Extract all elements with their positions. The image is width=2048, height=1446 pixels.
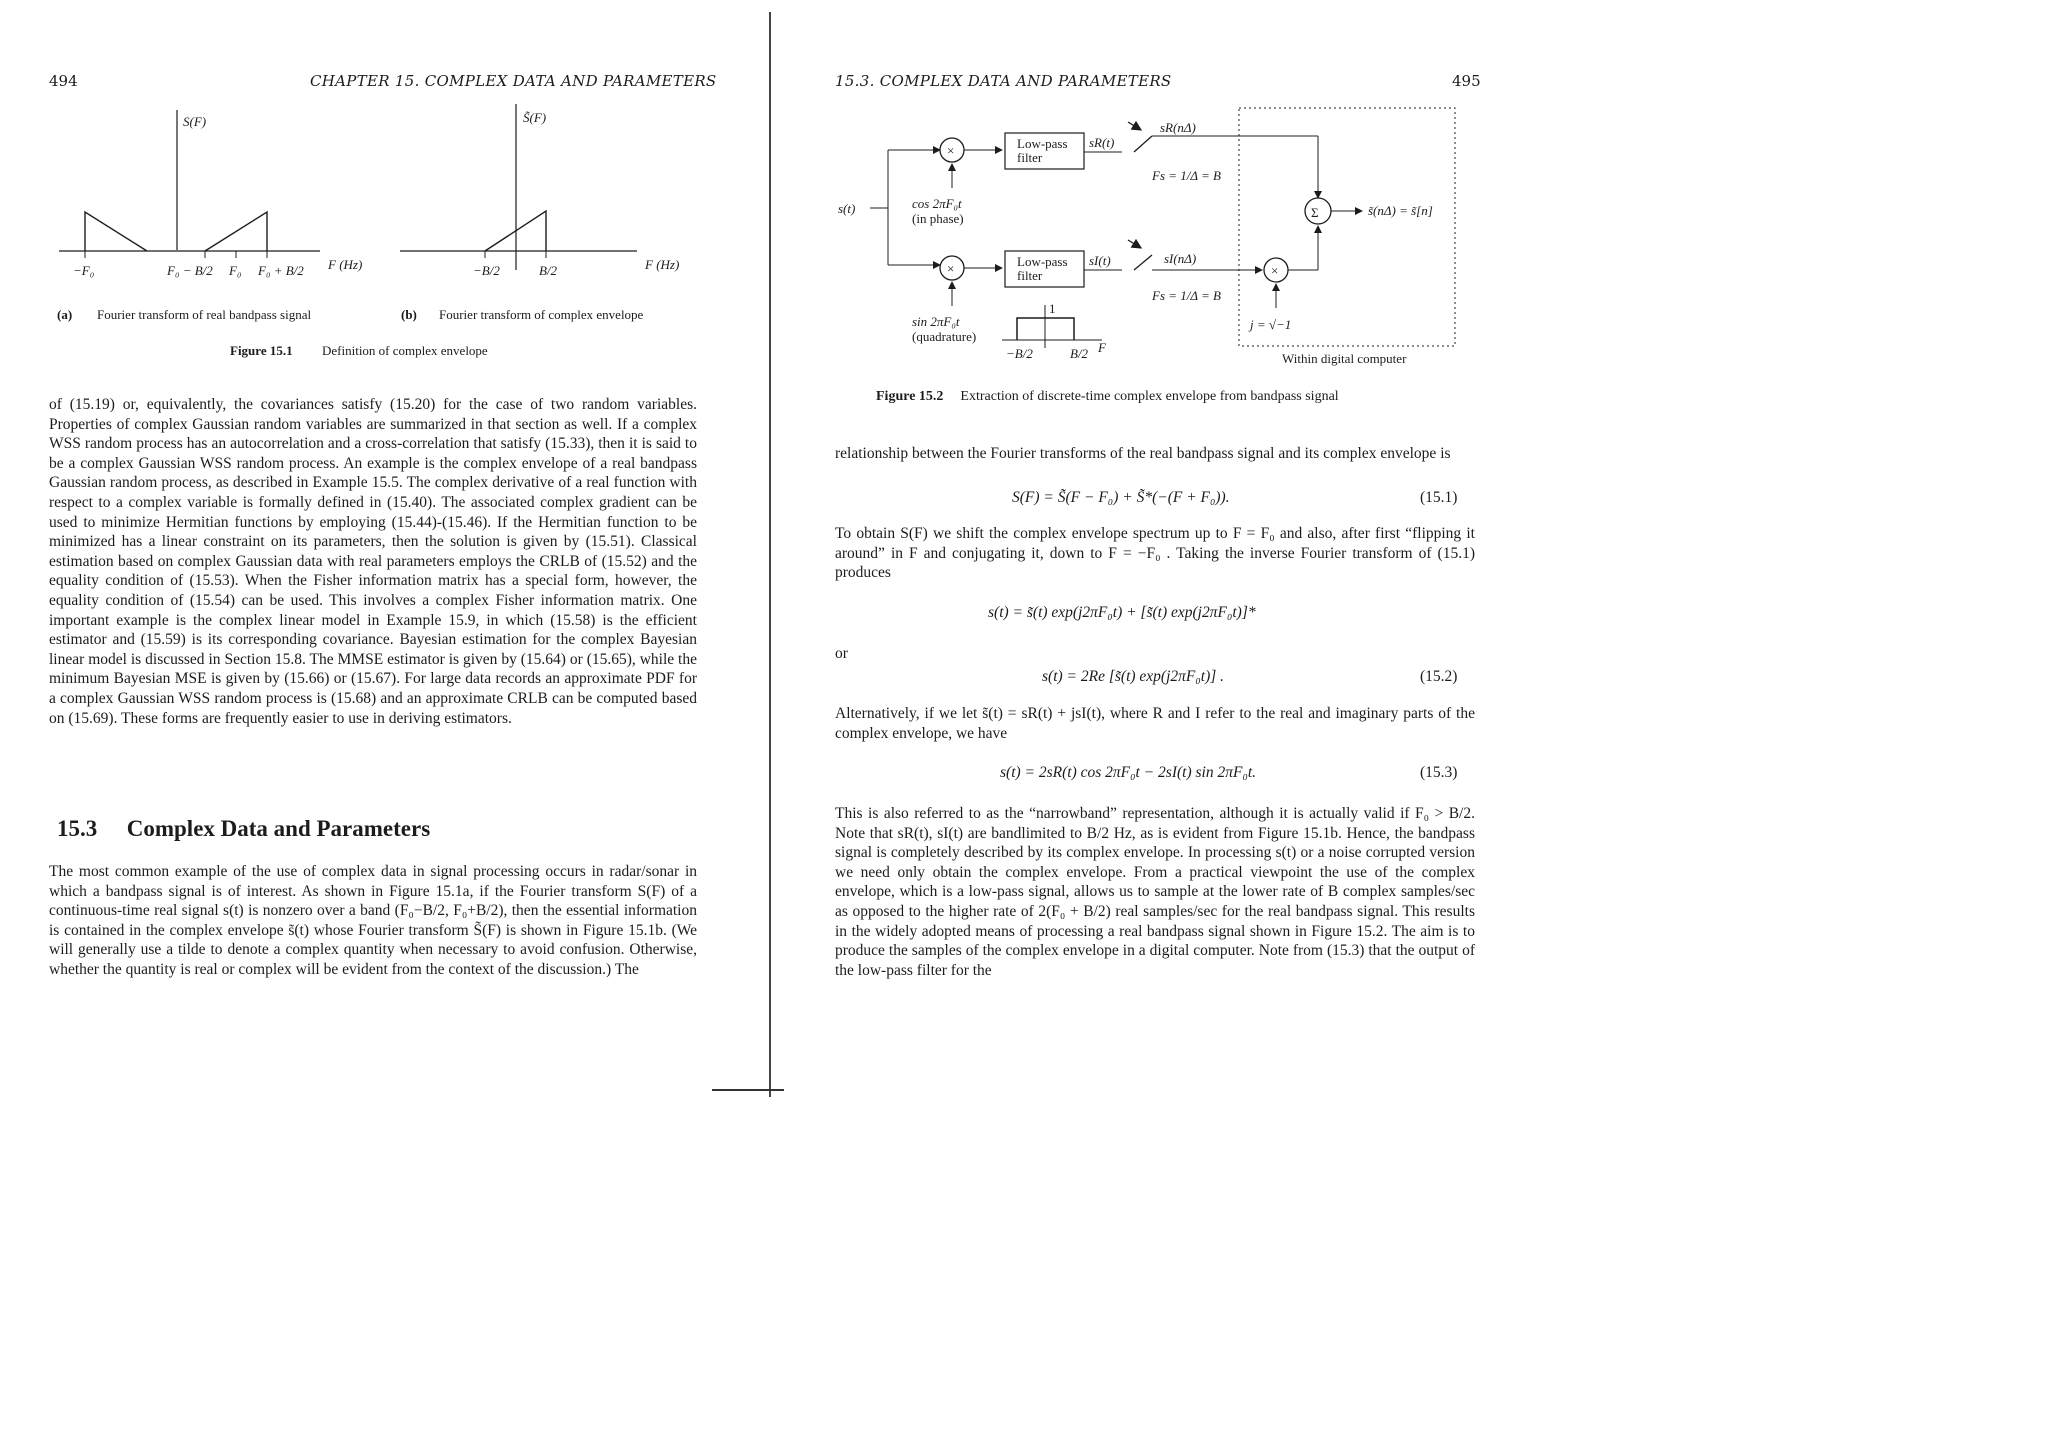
section-number: 15.3	[57, 816, 98, 841]
plot-b-caption-tag: (b)	[401, 307, 417, 322]
plot-a-xunit: F (Hz)	[328, 257, 363, 272]
plot-a-ylabel: S(F)	[183, 114, 207, 129]
mixer-lower-symbol: ×	[947, 261, 955, 276]
plot-b-tick-1: −B/2	[473, 263, 500, 278]
or-word: or	[835, 645, 848, 662]
right-running-head: 15.3. COMPLEX DATA AND PARAMETERS	[835, 72, 1172, 90]
plot-b-caption: Fourier transform of complex envelope	[439, 307, 644, 322]
lowpass-lower-line1: Low-pass	[1017, 254, 1068, 269]
mixer-upper-symbol: ×	[947, 143, 955, 158]
figure-15-1	[45, 100, 745, 365]
figure-15-1-label: Figure 15.1	[230, 343, 293, 358]
plot-b-ylabel: S̃(F)	[523, 110, 547, 125]
sin-label: sin 2πF₀t	[912, 314, 960, 329]
section-title: Complex Data and Parameters	[126, 816, 431, 841]
section-heading	[57, 816, 430, 842]
output-label: s̃(nΔ) = s̃[n]	[1368, 203, 1433, 218]
filter-response	[1002, 301, 1107, 361]
right-paragraph-a: relationship between the Fourier transforms of the real bandpass signal and its complex envelope is	[835, 445, 1451, 462]
equation-15-1: S(F) = S̃(F − F₀) + S̃*(−(F + F₀)).	[1012, 489, 1230, 506]
right-paragraph-c: Alternatively, if we let s̃(t) = sR(t) + jsI(t), where R and I refer to the real and imaginary parts of the complex envelope, we have	[835, 705, 1475, 742]
equation-15-2: s(t) = 2Re [s̃(t) exp(j2πF₀t)] .	[1042, 668, 1225, 685]
left-running-head: CHAPTER 15. COMPLEX DATA AND PARAMETERS	[310, 72, 717, 90]
equation-unnumbered: s(t) = s̃(t) exp(j2πF₀t) + [s̃(t) exp(j2πF₀t)]*	[988, 604, 1256, 621]
plot-a-tick-4: F₀ + B/2	[258, 263, 304, 278]
digital-computer-box	[1239, 108, 1455, 346]
plot-a-tick-2: F₀ − B/2	[167, 263, 213, 278]
gutter-foot	[712, 1089, 784, 1091]
left-paragraph-2: The most common example of the use of complex data in signal processing occurs in radar/sonar in which a bandpass signal is of interest. As shown in Figure 15.1a, if the Fourier transform S(F) of a continuous-time real signal s(t) is nonzero over a band (F₀−B/2, F₀+B/2), then the essential information is contained in the complex envelope s̃(t) whose Fourier transform S̃(F) is shown in Figure 15.1b. (We will generally use a tilde to denote a complex quantity when necessary to avoid confusion. Otherwise, whether the quantity is real or complex will be evident from the context of the discussion.) The	[49, 863, 697, 978]
sIn-label: sI(nΔ)	[1164, 251, 1197, 266]
plot-a-caption: Fourier transform of real bandpass signal	[97, 307, 312, 322]
equation-15-3-number: (15.3)	[1420, 764, 1458, 781]
right-paragraph-b: To obtain S(F) we shift the complex envelope spectrum up to F = F₀ and also, after first “flipping it around” in F and conjugating it, down to F = −F₀ . Taking the inverse Fourier transform of (15.1) produces	[835, 525, 1475, 582]
plot-a	[59, 110, 362, 278]
figure-15-2-caption	[876, 389, 1339, 405]
plot-a-tick-3: F₀	[229, 263, 242, 278]
lowpass-lower-line2: filter	[1017, 268, 1043, 283]
input-signal-label: s(t)	[838, 201, 856, 216]
filter-gain-label: 1	[1049, 301, 1056, 316]
filter-right-label: B/2	[1070, 346, 1089, 361]
j-multiplier-symbol: ×	[1271, 263, 1279, 278]
fs-lower-label: Fs = 1/Δ = B	[1152, 288, 1221, 303]
cos-label: cos 2πF₀t	[912, 196, 962, 211]
left-paragraph-1: of (15.19) or, equivalently, the covariances satisfy (15.20) for the case of two random variables. Properties of complex Gaussian random variables are summarized in that section as well. If a complex WSS random process has an autocorrelation and a cross-correlation that satisfy (15.33), then it is said to be a complex Gaussian WSS random process. An example is the complex envelope of a real bandpass Gaussian random process, as described in Example 15.5. The complex derivative of a real function with respect to a complex variable is formally defined in (15.40). The associated complex gradient can be used to minimize Hermitian functions by employing (15.44)-(15.46). If the Hermitian function to be minimized has a linear constraint on its parameters, then the solution is given by (15.51). Classical estimation based on complex Gaussian data with real parameters employs the CRLB of (15.52) and the equality condition of (15.53). When the Fisher information matrix has a special form, however, the equality condition of (15.54) can be used. This involves a complex Fisher information matrix. One important example is the complex linear model in Example 15.9, in which (15.58) is the efficient estimator and (15.59) is its corresponding covariance. Bayesian estimation for the complex Bayesian linear model is discussed in Section 15.8. The MMSE estimator is given by (15.64) or (15.65), while the minimum Bayesian MSE is given by (15.66) or (15.67). For large data records an approximate PDF for a complex Gaussian WSS random process is (15.68) and an approximate CRLB can be computed based on (15.69). These forms are frequently easier to use in deriving estimators.	[49, 396, 697, 727]
summer-symbol: Σ	[1311, 205, 1319, 220]
figure-15-2-label: Figure 15.2	[876, 389, 944, 404]
figure-15-2-text: Extraction of discrete-time complex envelope from bandpass signal	[960, 389, 1339, 404]
lowpass-upper-line2: filter	[1017, 150, 1043, 165]
lowpass-upper-line1: Low-pass	[1017, 136, 1068, 151]
gutter-rule	[769, 12, 771, 1097]
plot-b-tick-2: B/2	[539, 263, 558, 278]
digital-computer-label: Within digital computer	[1282, 351, 1407, 366]
right-page-number: 495	[1452, 72, 1481, 90]
figure-15-2	[830, 100, 1480, 370]
right-paragraph-d: This is also referred to as the “narrowband” representation, although it is actually valid if F₀ > B/2. Note that sR(t), sI(t) are bandlimited to B/2 Hz, as is evident from Figure 15.1b. Hence, the bandpass signal is completely described by its complex envelope. In processing s(t) or a noise corrupted version we need only obtain the complex envelope. From a practical viewpoint the use of the complex envelope, which is a low-pass signal, allows us to sample at the lower rate of B complex samples/sec as opposed to the higher rate of 2(F₀ + B/2) real samples/sec for the real bandpass signal. This results in the widely adopted means of processing a real bandpass signal shown in Figure 15.2. The aim is to produce the samples of the complex envelope in a digital computer. Note from (15.3) that the output of the low-pass filter for the	[835, 805, 1475, 979]
plot-a-tick-1: −F₀	[73, 263, 95, 278]
filter-axis-label: F	[1098, 340, 1106, 355]
equation-15-3: s(t) = 2sR(t) cos 2πF₀t − 2sI(t) sin 2πF₀t.	[1000, 764, 1257, 781]
fs-upper-label: Fs = 1/Δ = B	[1152, 168, 1221, 183]
sRn-label: sR(nΔ)	[1160, 120, 1196, 135]
plot-a-caption-tag: (a)	[57, 307, 73, 322]
sI-label: sI(t)	[1089, 253, 1111, 268]
plot-b	[400, 104, 679, 278]
left-page-number: 494	[49, 72, 78, 90]
filter-left-label: −B/2	[1006, 346, 1033, 361]
j-label: j = √−1	[1250, 317, 1292, 332]
quadrature-label: (quadrature)	[912, 329, 977, 344]
plot-b-xunit: F (Hz)	[645, 257, 680, 272]
sR-label: sR(t)	[1089, 135, 1115, 150]
figure-15-1-caption: Definition of complex envelope	[322, 343, 488, 358]
equation-15-2-number: (15.2)	[1420, 668, 1458, 685]
equation-15-1-number: (15.1)	[1420, 489, 1458, 506]
in-phase-label: (in phase)	[912, 211, 964, 226]
